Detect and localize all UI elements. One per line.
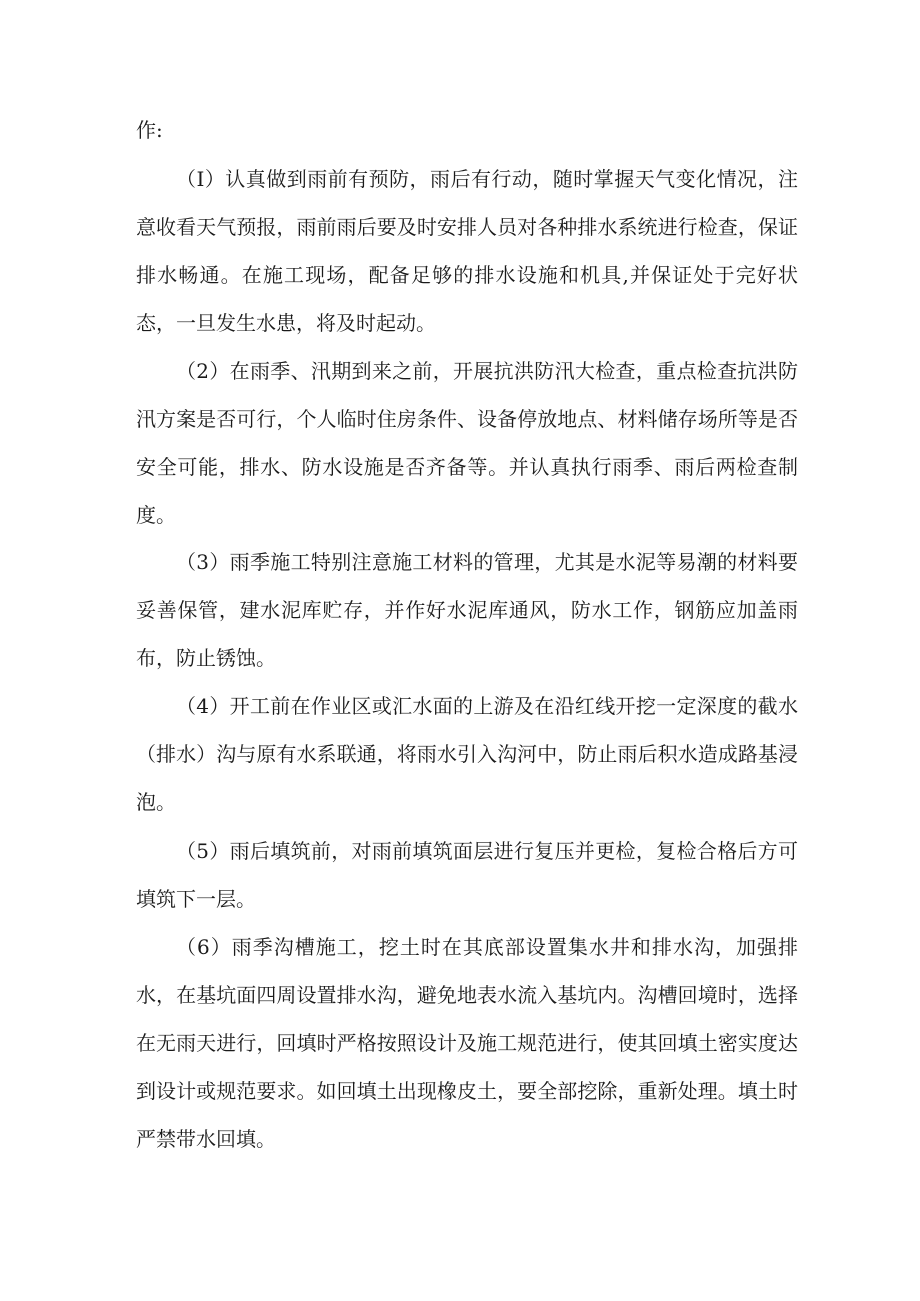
paragraph-2: （2）在雨季、汛期到来之前，开展抗洪防汛大检查，重点检查抗洪防汛方案是否可行，个人临时住房条件、设备停放地点、材料储存场所等是否安全可能，排水、防水设施是否齐备等。并认真执行雨季、雨后两检查制度。 [136,359,798,527]
paragraph-6: （6）雨季沟槽施工，挖土时在其底部设置集水井和排水沟，加强排水，在基坑面四周设置排水沟，避免地表水流入基坑内。沟槽回境时，选择在无雨天进行，回填时严格按照设计及施工规范进行，使其回填土密实度达到设计或规范要求。如回填土出现橡皮土，要全部挖除，重新处理。填土时严禁带水回填。 [136,935,798,1151]
paragraph-5: （5）雨后填筑前，对雨前填筑面层进行复压并更检，复检合格后方可填筑下一层。 [136,839,798,911]
paragraph-4: （4）开工前在作业区或汇水面的上游及在沿红线开挖一定深度的截水（排水）沟与原有水系联通，将雨水引入沟河中，防止雨后积水造成路基浸泡。 [136,694,798,814]
paragraph-3: （3）雨季施工特别注意施工材料的管理，尤其是水泥等易潮的材料要妥善保管，建水泥库贮存，并作好水泥库通风，防水工作，钢筋应加盖雨布，防止锈蚀。 [136,550,798,670]
continuation-text: 作: [136,118,163,142]
paragraph-1: （I）认真做到雨前有预防，雨后有行动，随时掌握天气变化情况，注意收看天气预报，雨前雨后要及时安排人员对各种排水系统进行检查，保证排水畅通。在施工现场，配备足够的排水设施和机具,并保证处于完好状态，一旦发生水患，将及时起动。 [136,167,798,335]
